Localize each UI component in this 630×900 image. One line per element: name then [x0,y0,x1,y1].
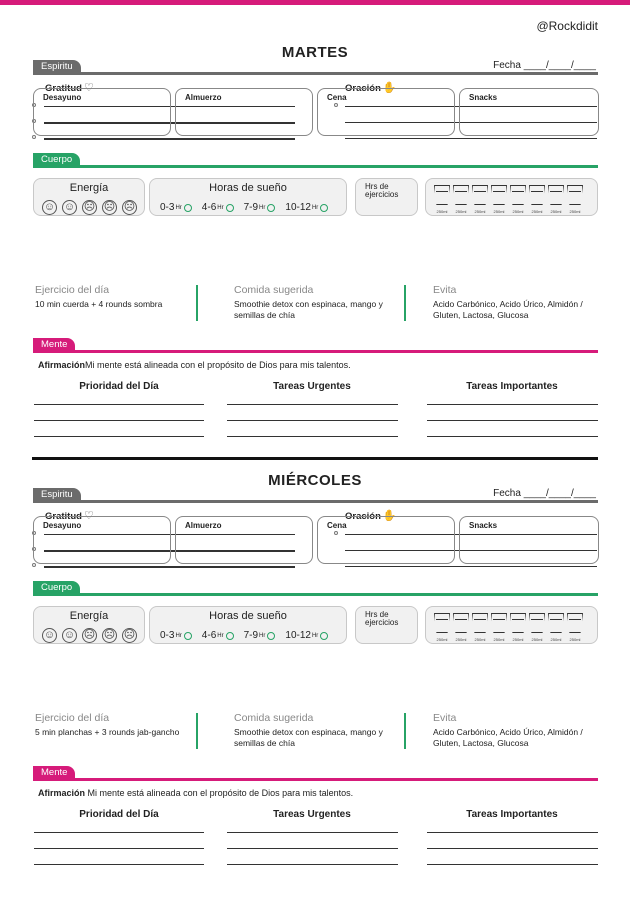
cup-volume-label: 250ml [512,637,524,642]
section-tab-mente: Mente [33,338,75,351]
sleep-unit: Hr [217,632,224,639]
cena-box[interactable] [317,516,455,564]
oracion-text: Oración [345,83,381,94]
cup-volume-label: 250ml [569,637,581,642]
sleep-title: Horas de sueño [209,610,287,622]
sleep-unit: Hr [259,632,266,639]
radio-circle-icon[interactable] [320,632,328,640]
cup-volume-label: 250ml [455,209,467,214]
afirmacion [38,788,353,798]
sleep-option-label: 10-12 [285,630,311,641]
importantes-line[interactable] [427,420,598,421]
water-glass-icon[interactable] [510,185,526,214]
gratitud-text: Gratitud [45,83,82,94]
sleep-unit: Hr [175,632,182,639]
glass-shape [529,613,545,633]
snacks-box[interactable] [459,88,599,136]
energia-faces [42,200,137,215]
gratitud-line-3[interactable] [44,566,295,568]
energia-box [33,606,145,644]
face-sad-icon[interactable]: ☹ [103,629,116,641]
oracion-line-3[interactable] [345,566,597,567]
urgentes-line[interactable] [227,404,398,405]
section-tab-espiritu: Espiritu [33,60,81,73]
almuerzo-box[interactable] [175,516,313,564]
evita-heading: Evita [433,712,457,724]
prioridad-line[interactable] [34,832,204,833]
exercise-hours-label: Hrs de ejercicios [365,182,399,199]
desayuno-label: Desayuno [43,521,82,530]
sleep-option[interactable] [160,202,192,213]
sleep-unit: Hr [311,204,319,211]
prioridad-heading: Prioridad del Día [79,809,159,820]
sleep-unit: Hr [311,632,319,639]
sleep-option[interactable] [202,202,234,213]
sleep-option-label: 0-3 [160,202,175,213]
urgentes-heading: Tareas Urgentes [273,809,351,820]
comida-text: Smoothie detox con espinaca, mango y semillas de chía [234,727,383,748]
radio-circle-icon[interactable] [184,632,192,640]
energia-title: Energía [69,182,109,194]
section-line-mente [33,350,598,353]
afirmacion-label: Afirmación [38,360,86,370]
info-divider [196,713,198,749]
glass-shape [510,613,526,633]
section-line-espiritu [33,72,598,75]
importantes-heading: Tareas Importantes [466,381,558,392]
water-glass-icon[interactable] [529,185,545,214]
cup-volume-label: 250ml [436,209,448,214]
water-glass-icon[interactable] [529,613,545,642]
sleep-option-label: 4-6 [201,630,217,641]
water-glass-icon[interactable] [510,613,526,642]
urgentes-line[interactable] [227,848,398,849]
cup-volume-label: 250ml [550,209,562,214]
afirmacion-text: Mi mente está alineada con el propósito de Dios para mis talentos. [85,360,351,370]
almuerzo-label: Almuerzo [185,93,222,102]
prioridad-heading: Prioridad del Día [79,381,159,392]
urgentes-line[interactable] [227,864,398,865]
face-very-happy-icon[interactable]: ☺ [43,629,56,641]
gratitud-bullet [32,135,36,139]
water-tracker-box [425,178,598,216]
sleep-unit: Hr [259,204,266,211]
cup-volume-label: 250ml [512,209,524,214]
face-neutral-icon[interactable]: ☹ [83,201,96,213]
sleep-title: Horas de sueño [209,182,287,194]
comida-heading: Comida sugerida [234,712,314,724]
glass-shape [567,185,583,205]
water-glass-icon[interactable] [434,185,450,214]
exercise-hours-box[interactable] [355,178,418,216]
water-glass-icon[interactable] [548,185,564,214]
section-tab-cuerpo: Cuerpo [33,581,80,594]
section-line-cuerpo [33,593,598,596]
water-glass-icon[interactable] [548,613,564,642]
face-happy-icon[interactable]: ☺ [63,629,76,641]
importantes-line[interactable] [427,832,598,833]
top-accent-bar [0,0,630,5]
sleep-option-label: 7-9 [243,202,259,213]
sleep-option[interactable] [285,630,328,641]
face-sad-icon[interactable]: ☹ [103,201,116,213]
sleep-box [149,606,347,644]
sleep-option-label: 10-12 [285,202,311,213]
evita-heading: Evita [433,284,457,296]
importantes-line[interactable] [427,848,598,849]
sleep-option-label: 7-9 [243,630,259,641]
section-tab-espiritu: Espiritu [33,488,81,501]
hand-heart-icon: ♡ [83,82,94,94]
section-line-espiritu [33,500,598,503]
face-very-happy-icon[interactable]: ☺ [43,201,56,213]
info-divider [404,285,406,321]
water-glass-icon[interactable] [434,613,450,642]
cup-volume-label: 250ml [550,637,562,642]
section-tab-cuerpo: Cuerpo [33,153,80,166]
water-cups [434,185,583,214]
comida-heading: Comida sugerida [234,284,314,296]
cup-volume-label: 250ml [569,209,581,214]
importantes-line[interactable] [427,864,598,865]
sleep-option-label: 0-3 [160,630,175,641]
oracion-text: Oración [345,511,381,522]
radio-circle-icon[interactable] [226,204,234,212]
water-glass-icon[interactable] [453,185,469,214]
cena-box[interactable] [317,88,455,136]
sleep-option[interactable] [202,630,234,641]
glass-shape [434,185,450,205]
importantes-line[interactable] [427,404,598,405]
glass-shape [491,185,507,205]
comida-text: Smoothie detox con espinaca, mango y semillas de chía [234,299,383,320]
day-divider [32,457,598,460]
face-very-sad-icon[interactable]: ☹ [123,201,136,213]
section-line-mente [33,778,598,781]
ejercicio-heading: Ejercicio del día [35,712,110,724]
energia-faces [42,628,137,643]
exercise-hours-label: Hrs de ejercicios [365,610,399,627]
prioridad-line[interactable] [34,404,204,405]
radio-circle-icon[interactable] [267,632,275,640]
radio-circle-icon[interactable] [320,204,328,212]
urgentes-heading: Tareas Urgentes [273,381,351,392]
water-glass-icon[interactable] [491,613,507,642]
sleep-option-label: 4-6 [201,202,217,213]
day-title: MARTES [281,44,349,61]
glass-shape [453,185,469,205]
water-glass-icon[interactable] [453,613,469,642]
face-very-sad-icon[interactable]: ☹ [123,629,136,641]
evita-text: Acido Carbónico, Acido Úrico, Almidón / Gluten, Lactosa, Glucosa [433,299,583,320]
cup-volume-label: 250ml [474,209,486,214]
urgentes-line[interactable] [227,436,398,437]
sleep-box [149,178,347,216]
cena-label: Cena [327,93,347,102]
day-block-miercoles [0,468,630,898]
prioridad-line[interactable] [34,436,204,437]
water-glass-icon[interactable] [472,613,488,642]
oracion-line-3[interactable] [345,138,597,139]
urgentes-line[interactable] [227,832,398,833]
glass-shape [453,613,469,633]
urgentes-line[interactable] [227,420,398,421]
desayuno-box[interactable] [33,88,171,136]
water-cups [434,613,583,642]
water-glass-icon[interactable] [567,185,583,214]
glass-shape [548,613,564,633]
importantes-line[interactable] [427,436,598,437]
afirmacion [38,360,351,370]
evita-text: Acido Carbónico, Acido Úrico, Almidón / Gluten, Lactosa, Glucosa [433,727,583,748]
exercise-hours-box[interactable] [355,606,418,644]
glass-shape [472,613,488,633]
almuerzo-box[interactable] [175,88,313,136]
day-title: MIÉRCOLES [268,472,362,489]
gratitud-bullet [32,563,36,567]
importantes-heading: Tareas Importantes [466,809,558,820]
sleep-unit: Hr [175,204,182,211]
radio-circle-icon[interactable] [226,632,234,640]
face-neutral-icon[interactable]: ☹ [83,629,96,641]
radio-circle-icon[interactable] [184,204,192,212]
face-happy-icon[interactable]: ☺ [63,201,76,213]
ejercicio-text: 10 min cuerda + 4 rounds sombra [35,299,163,309]
cup-volume-label: 250ml [531,209,543,214]
snacks-box[interactable] [459,516,599,564]
author-handle: @Rockdidit [536,19,598,33]
glass-shape [529,185,545,205]
section-tab-mente: Mente [33,766,75,779]
water-glass-icon[interactable] [491,185,507,214]
desayuno-box[interactable] [33,516,171,564]
glass-shape [510,185,526,205]
desayuno-label: Desayuno [43,93,82,102]
date-field[interactable]: Fecha ____/____/____ [493,488,596,499]
prioridad-line[interactable] [34,848,204,849]
energia-title: Energía [69,610,109,622]
day-block-martes [0,40,630,470]
cup-volume-label: 250ml [436,637,448,642]
sleep-option[interactable] [244,630,276,641]
hand-heart-icon: ♡ [83,510,94,522]
sleep-option[interactable] [244,202,276,213]
praying-hands-icon: ✋ [382,510,397,522]
praying-hands-icon: ✋ [382,82,397,94]
gratitud-text: Gratitud [45,511,82,522]
prioridad-line[interactable] [34,420,204,421]
cup-volume-label: 250ml [455,637,467,642]
radio-circle-icon[interactable] [267,204,275,212]
gratitud-line-3[interactable] [44,138,295,140]
cup-volume-label: 250ml [531,637,543,642]
glass-shape [548,185,564,205]
ejercicio-heading: Ejercicio del día [35,284,110,296]
water-glass-icon[interactable] [567,613,583,642]
ejercicio-text: 5 min planchas + 3 rounds jab-gancho [35,727,180,737]
glass-shape [491,613,507,633]
water-tracker-box [425,606,598,644]
sleep-options [160,630,328,641]
cup-volume-label: 250ml [474,637,486,642]
cena-label: Cena [327,521,347,530]
cup-volume-label: 250ml [493,209,505,214]
date-field[interactable]: Fecha ____/____/____ [493,60,596,71]
info-divider [196,285,198,321]
sleep-option[interactable] [285,202,328,213]
sleep-options [160,202,328,213]
sleep-unit: Hr [217,204,224,211]
glass-shape [434,613,450,633]
afirmacion-text: Mi mente está alineada con el propósito de Dios para mis talentos. [85,788,354,798]
prioridad-line[interactable] [34,864,204,865]
glass-shape [567,613,583,633]
snacks-label: Snacks [469,521,498,530]
glass-shape [472,185,488,205]
info-divider [404,713,406,749]
section-line-cuerpo [33,165,598,168]
cup-volume-label: 250ml [493,637,505,642]
energia-box [33,178,145,216]
afirmacion-label: Afirmación [38,788,86,798]
sleep-option[interactable] [160,630,192,641]
snacks-label: Snacks [469,93,498,102]
almuerzo-label: Almuerzo [185,521,222,530]
water-glass-icon[interactable] [472,185,488,214]
